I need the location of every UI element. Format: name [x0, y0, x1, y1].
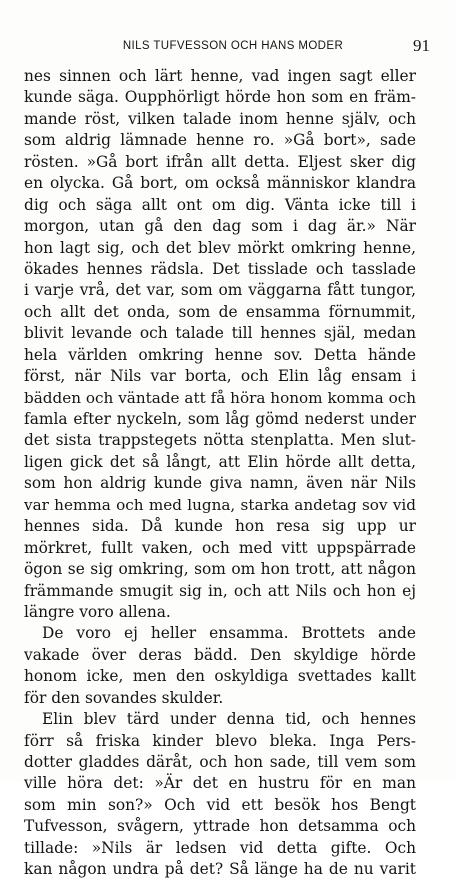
text-line: dotter gladdes däråt, och hon sade, till vem som — [24, 753, 416, 771]
text-line: i varje vrå, det var, som om väggarna fått tungor, — [24, 281, 416, 300]
text-line: det sista trappstegets nötta stenplatta. Men slut- — [24, 431, 416, 450]
text-line: först, när Nils var borta, och Elin låg ensam i — [24, 367, 416, 386]
text-line: rösten. »Gå bort ifrån allt detta. Eljest sker dig — [24, 152, 416, 171]
text-line: vakade över deras bädd. Den skyldige hörde — [24, 645, 416, 664]
text-line: ville höra det: »Är det en hustru för en man — [24, 774, 416, 793]
text-line: ligen gick det så långt, att Elin hörde allt detta, — [24, 452, 416, 471]
text-line: för den sovandes skulder. — [24, 688, 224, 707]
running-header — [36, 36, 430, 58]
text-line: var hemma och med lugna, starka andetag sov vid — [24, 495, 416, 514]
text-line: hon lagt sig, och det blev mörkt omkring henne, — [24, 238, 416, 257]
text-line: famla efter nyckeln, som låg gömd nederst under — [24, 410, 416, 428]
text-line: längre voro allena. — [24, 602, 171, 621]
text-line: och allt det onda, som de ensamma förnummit, — [24, 302, 416, 321]
text-line: bädden och väntade att få höra honom komma och — [24, 388, 416, 407]
text-line: ögon se sig omkring, som om hon trott, att någon — [24, 560, 416, 579]
page-number: 91 — [413, 36, 430, 55]
text-line: blivit levande och talade till hennes själ, medan — [24, 324, 416, 343]
text-line: förr så friska kinder blevo bleka. Inga Pers- — [24, 731, 416, 750]
paragraph-first-line: De voro ej heller ensamma. Brottets ande — [42, 624, 416, 643]
text-line: tillade: »Nils är ledsen vid detta gifte. Och — [24, 838, 416, 857]
text-line: främmande smugit sig in, och att Nils och hon ej — [24, 581, 416, 600]
text-line: ökades hennes rädsla. Det tisslade och tasslade — [24, 259, 416, 278]
text-line: kunde säga. Oupphörligt hörde hon som en främ- — [24, 88, 416, 107]
text-line: hennes sida. Då kunde hon resa sig upp ur — [24, 517, 416, 536]
text-line: dig och säga allt ont om dig. Vänta icke till i — [24, 195, 416, 214]
paragraph-first-line: Elin blev tärd under denna tid, och hennes — [42, 710, 416, 729]
text-line: mörkret, fullt vaken, och med vitt uppspärrade — [24, 538, 416, 557]
text-line: morgon, utan gå den dag som i dag är.» När — [24, 217, 416, 236]
running-title: NILS TUFVESSON OCH HANS MODER — [122, 40, 344, 52]
text-line: som min son?» Och vid ett besök hos Bengt — [24, 795, 416, 814]
text-line: Tufvesson, svågern, yttrade hon detsamma och — [24, 817, 416, 836]
body-text — [24, 66, 416, 881]
text-line: som hon aldrig kunde giva namn, även när Nils — [24, 474, 416, 493]
text-line: en olycka. Gå bort, om också människor klandra — [24, 174, 416, 193]
text-line: hela världen omkring henne sov. Detta hände — [24, 345, 416, 364]
text-line: som aldrig lämnade henne ro. »Gå bort», sade — [24, 131, 416, 150]
text-line: kan någon undra på det? Så länge ha de nu varit — [24, 860, 416, 879]
text-line: mande röst, vilken talade inom henne själv, och — [24, 109, 416, 128]
text-line: nes sinnen och lärt henne, vad ingen sagt eller — [24, 67, 416, 85]
text-line: honom icke, men den oskyldiga svettades kallt — [24, 667, 416, 686]
